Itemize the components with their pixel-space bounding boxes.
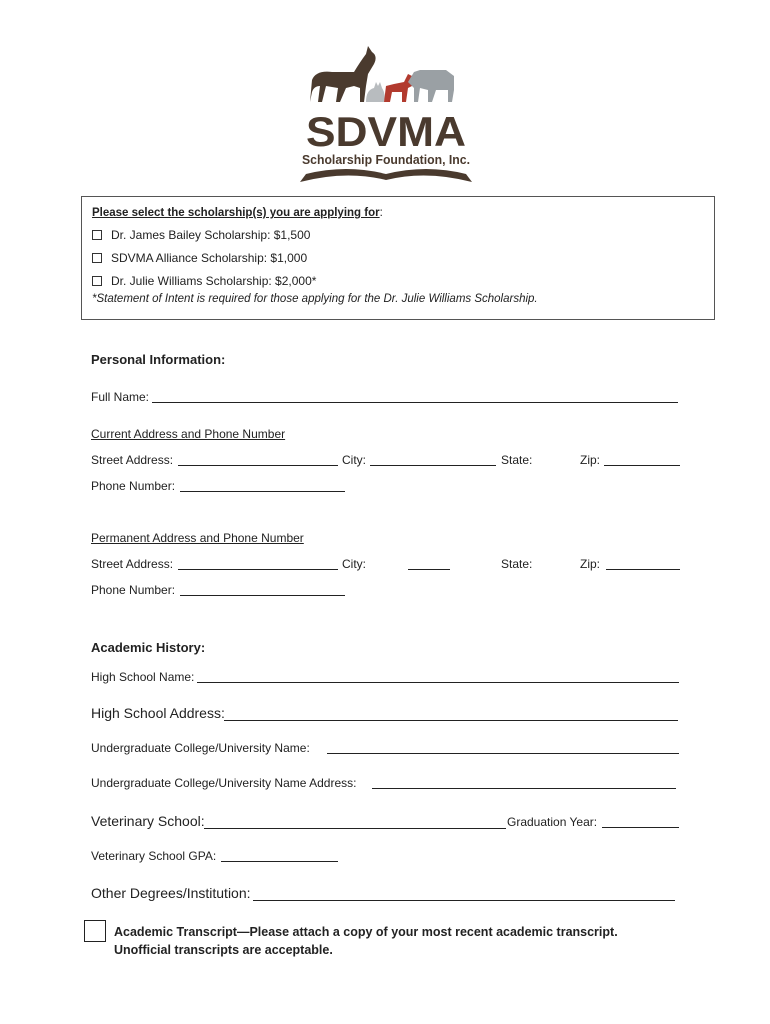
animals-logo-icon — [296, 42, 476, 187]
option-label-williams: Dr. Julie Williams Scholarship: $2,000* — [111, 274, 317, 288]
current-phone-label: Phone Number: — [91, 479, 176, 493]
checkbox-bailey[interactable] — [92, 230, 102, 240]
permanent-city-field[interactable] — [408, 557, 450, 570]
current-city-field[interactable] — [370, 453, 496, 466]
permanent-city-label: City: — [342, 557, 366, 571]
current-zip-field[interactable] — [604, 453, 680, 466]
transcript-line-1: Academic Transcript—Please attach a copy of your most recent academic transcript. — [114, 925, 618, 939]
high-school-name-label: High School Name: — [91, 670, 195, 684]
scholarship-option-bailey[interactable] — [92, 228, 704, 242]
academic-history-title: Academic History: — [91, 640, 206, 655]
option-label-bailey: Dr. James Bailey Scholarship: $1,500 — [111, 228, 311, 242]
undergrad-name-label: Undergraduate College/University Name: — [91, 741, 310, 755]
permanent-zip-label: Zip: — [580, 557, 601, 571]
full-name-label: Full Name: — [91, 390, 150, 404]
current-state-field[interactable] — [535, 453, 575, 466]
permanent-phone-field[interactable] — [180, 583, 345, 596]
scholarship-heading-row — [92, 205, 704, 219]
transcript-line-2: Unofficial transcripts are acceptable. — [114, 943, 333, 957]
undergrad-name-field[interactable] — [327, 741, 679, 754]
scholarship-heading: Please select the scholarship(s) you are applying for — [92, 207, 380, 219]
current-address-heading: Current Address and Phone Number — [91, 427, 286, 441]
permanent-phone-label: Phone Number: — [91, 583, 176, 597]
permanent-street-field[interactable] — [178, 557, 338, 570]
undergrad-address-label: Undergraduate College/University Name Address: — [91, 776, 357, 790]
personal-info-title: Personal Information: — [91, 352, 226, 367]
scholarship-heading-colon: : — [379, 207, 383, 219]
permanent-zip-field[interactable] — [606, 557, 680, 570]
high-school-address-field[interactable] — [224, 705, 678, 721]
permanent-state-label: State: — [501, 557, 533, 571]
checkbox-williams[interactable] — [92, 276, 102, 286]
current-street-field[interactable] — [178, 453, 338, 466]
logo-name: SDVMA — [306, 108, 466, 155]
statement-of-intent-note: *Statement of Intent is required for those applying for the Dr. Julie Williams Scholarship. — [92, 293, 538, 305]
sdvma-logo — [296, 42, 476, 187]
high-school-name-field[interactable] — [197, 670, 679, 683]
checkbox-alliance[interactable] — [92, 253, 102, 263]
scholarship-option-williams[interactable] — [92, 274, 704, 288]
undergrad-address-field[interactable] — [372, 776, 676, 789]
graduation-year-label: Graduation Year: — [507, 815, 598, 829]
transcript-text — [114, 923, 618, 959]
vet-school-label: Veterinary School: — [91, 813, 205, 829]
transcript-row — [84, 920, 618, 959]
vet-school-field[interactable] — [204, 813, 506, 829]
permanent-street-label: Street Address: — [91, 557, 174, 571]
option-label-alliance: SDVMA Alliance Scholarship: $1,000 — [111, 251, 308, 265]
logo-subtitle: Scholarship Foundation, Inc. — [302, 153, 470, 167]
scholarship-option-alliance[interactable] — [92, 251, 704, 265]
other-degrees-label: Other Degrees/Institution: — [91, 885, 251, 901]
permanent-address-heading: Permanent Address and Phone Number — [91, 531, 304, 545]
current-zip-label: Zip: — [580, 453, 601, 467]
transcript-checkbox[interactable] — [84, 920, 106, 942]
full-name-field[interactable] — [152, 390, 678, 403]
scholarship-selection-box — [81, 196, 715, 320]
high-school-address-label: High School Address: — [91, 705, 225, 721]
vet-gpa-field[interactable] — [221, 849, 338, 862]
current-phone-field[interactable] — [180, 479, 345, 492]
graduation-year-field[interactable] — [602, 815, 679, 828]
current-state-label: State: — [501, 453, 533, 467]
current-street-label: Street Address: — [91, 453, 174, 467]
other-degrees-field[interactable] — [253, 885, 675, 901]
vet-gpa-label: Veterinary School GPA: — [91, 849, 217, 863]
current-city-label: City: — [342, 453, 366, 467]
